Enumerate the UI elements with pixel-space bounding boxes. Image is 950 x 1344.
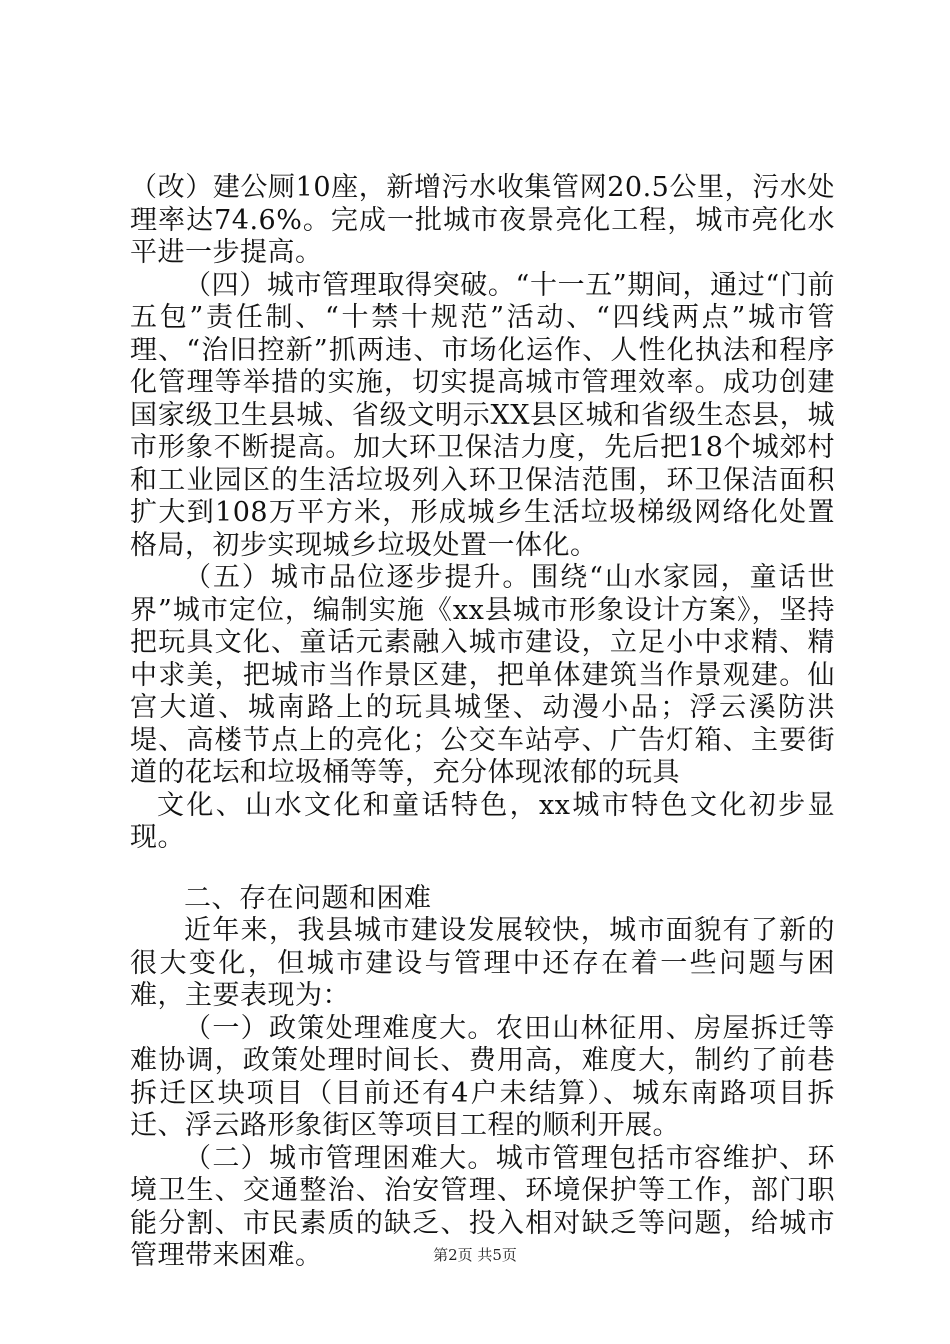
paragraph-policy-difficulty: （一）政策处理难度大。农田山林征用、房屋拆迁等难协调，政策处理时间长、费用高，难度大，制约了前巷拆迁区块项目（目前还有4户未结算）、城东南路项目拆迁、浮云路形象街区等项目工程的顺利开展。	[130, 1012, 835, 1141]
document-body	[130, 172, 835, 1273]
page-number-footer: 第2页 共5页	[433, 1246, 517, 1264]
paragraph-continued: （改）建公厕10座，新增污水收集管网20.5公里，污水处理率达74.6%。完成一批城市夜景亮化工程，城市亮化水平进一步提高。	[130, 172, 835, 268]
section-heading-problems: 二、存在问题和困难	[184, 882, 432, 914]
paragraph-problems-intro: 近年来，我县城市建设发展较快，城市面貌有了新的很大变化，但城市建设与管理中还存在着一些问题与困难，主要表现为：	[130, 915, 835, 1011]
paragraph-management-difficulty: （二）城市管理困难大。城市管理包括市容维护、环境卫生、交通整治、治安管理、环境保护等工作，部门职能分割、市民素质的缺乏、投入相对缺乏等问题，给城市管理带来困难。	[130, 1142, 835, 1271]
paragraph-city-image-continued: 文化、山水文化和童话特色，xx城市特色文化初步显现。	[130, 789, 835, 853]
paragraph-city-management: （四）城市管理取得突破。“十一五”期间，通过“门前五包”责任制、“十禁十规范”活动、“四线两点”城市管理、“治旧控新”抓两违、市场化运作、人性化执法和程序化管理等举措的实施，切实提高城市管理效率。成功创建国家级卫生县城、省级文明示XX县区城和省级生态县，城市形象不断提高。加大环卫保洁力度，先后把18个城郊村和工业园区的生活垃圾列入环卫保洁范围，环卫保洁面积扩大到108万平方米，形成城乡生活垃圾梯级网络化处置格局，初步实现城乡垃圾处置一体化。	[130, 269, 835, 561]
paragraph-city-image: （五）城市品位逐步提升。围绕“山水家园，童话世界”城市定位，编制实施《xx县城市形象设计方案》，坚持把玩具文化、童话元素融入城市建设，立足小中求精、精中求美，把城市当作景区建，把单体建筑当作景观建。仙宫大道、城南路上的玩具城堡、动漫小品；浮云溪防洪堤、高楼节点上的亮化；公交车站亭、广告灯箱、主要街道的花坛和垃圾桶等等，充分体现浓郁的玩具	[130, 562, 835, 788]
